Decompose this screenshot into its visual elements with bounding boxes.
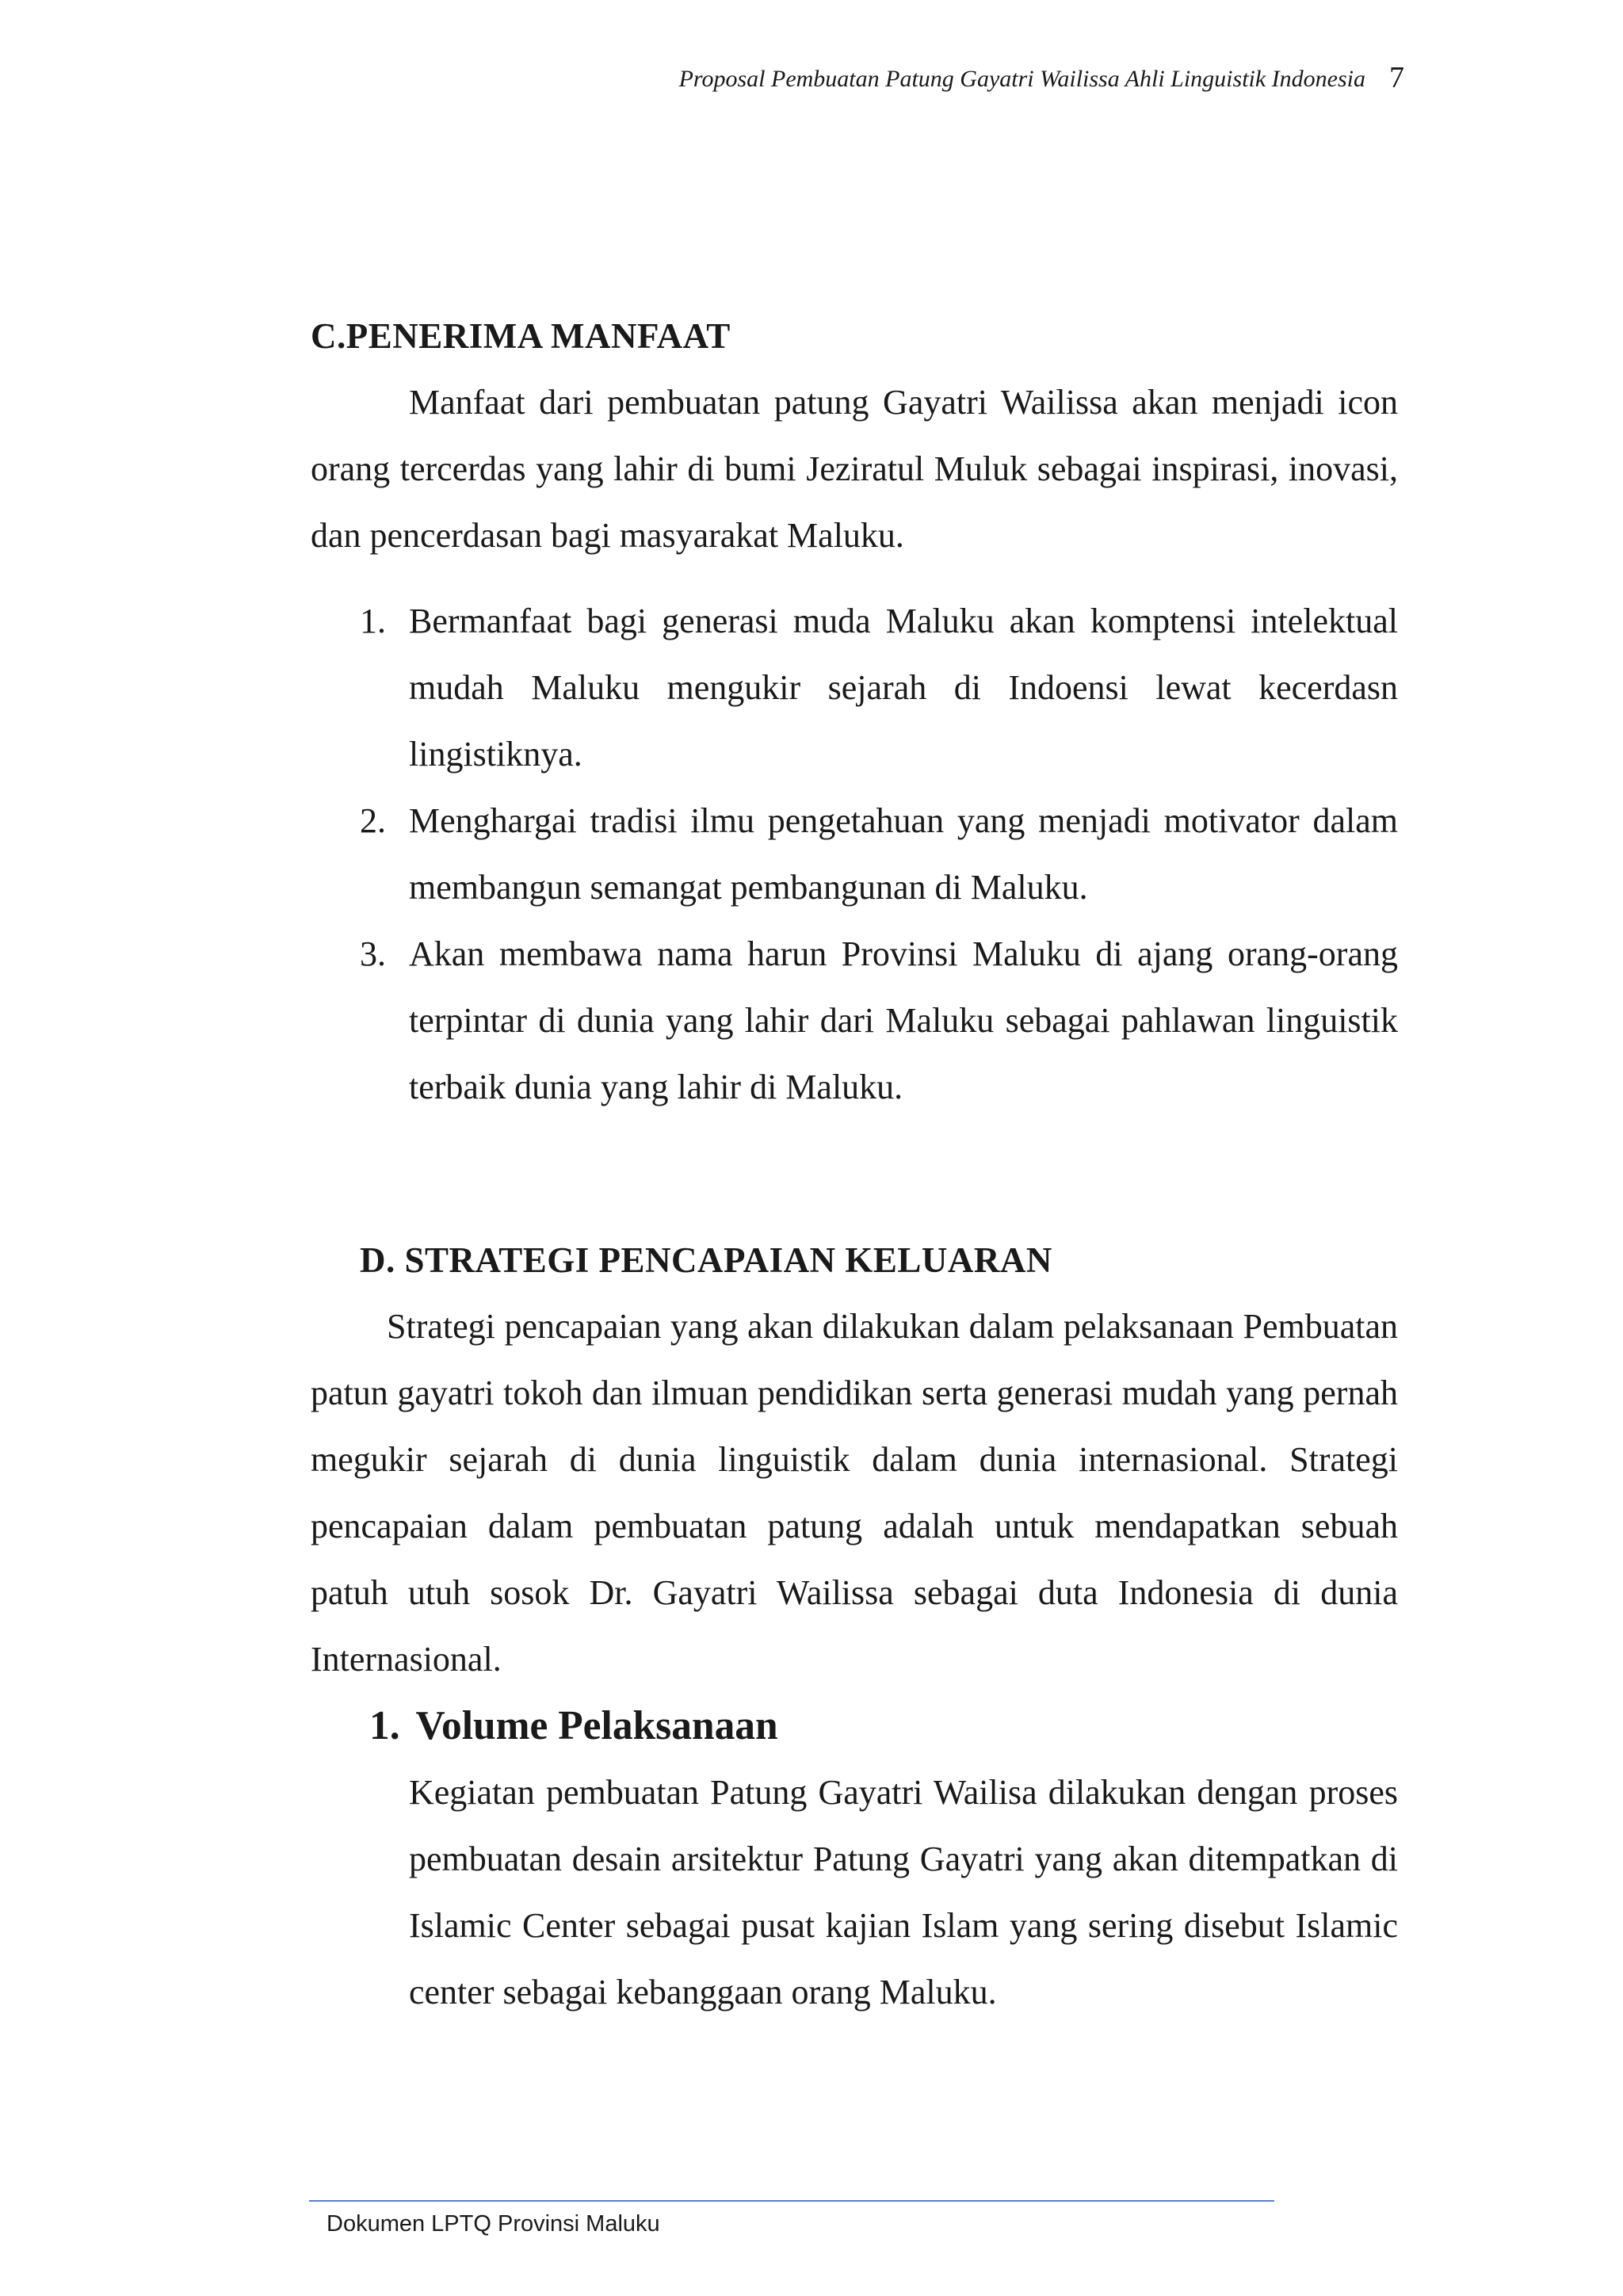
- list-item: [311, 588, 1398, 788]
- list-item-text: Akan membawa nama harun Provinsi Maluku di ajang orang-orang terpintar di dunia yang lahir dari Maluku sebagai pahlawan linguistik terbaik dunia yang lahir di Maluku.: [409, 934, 1398, 1106]
- section-c-intro: Manfaat dari pembuatan patung Gayatri Wailissa akan menjadi icon orang tercerdas yang lahir di bumi Jeziratul Muluk sebagai inspirasi, inovasi, dan pencerdasan bagi masyarakat Maluku.: [311, 383, 1398, 555]
- page-number: 7: [1389, 61, 1404, 94]
- list-item-text: Bermanfaat bagi generasi muda Maluku akan komptensi intelektual mudah Maluku mengukir sejarah di Indoensi lewat kecerdasn lingistiknya.: [409, 602, 1398, 774]
- section-c-heading: C.PENERIMA MANFAAT: [311, 316, 731, 356]
- section-d-heading: D. STRATEGI PENCAPAIAN KELUARAN: [360, 1240, 1052, 1280]
- subsection-number: 1.: [369, 1703, 400, 1748]
- subsection-text: Kegiatan pembuatan Patung Gayatri Wailisa dilakukan dengan proses pembuatan desain arsitektur Patung Gayatri yang akan ditempatkan di Islamic Center sebagai pusat kajian Islam yang sering disebut Islamic center sebagai kebanggaan orang Maluku.: [409, 1773, 1398, 2011]
- benefits-list: [311, 588, 1398, 1121]
- footer-rule: [309, 2200, 1274, 2202]
- list-item-number: 3.: [360, 934, 386, 973]
- list-item: [311, 921, 1398, 1121]
- footer-text: Dokumen LPTQ Provinsi Maluku: [327, 2211, 660, 2237]
- document-body: [311, 303, 1398, 2026]
- section-d-intro: Strategi pencapaian yang akan dilakukan dalam pelaksanaan Pembuatan patun gayatri tokoh dan ilmuan pendidikan serta generasi mudah yang pernah megukir sejarah di dunia linguistik dalam dunia internasional. Strategi pencapaian dalam pembuatan patung adalah untuk mendapatkan sebuah patuh utuh sosok Dr. Gayatri Wailissa sebagai duta Indonesia di dunia Internasional.: [311, 1307, 1398, 1679]
- running-title: Proposal Pembuatan Patung Gayatri Wailissa Ahli Linguistik Indonesia: [678, 66, 1365, 92]
- running-header: [555, 62, 1404, 95]
- list-item-number: 2.: [360, 801, 386, 840]
- list-item-text: Menghargai tradisi ilmu pengetahuan yang menjadi motivator dalam membangun semangat pembangunan di Maluku.: [409, 801, 1398, 907]
- subsection-heading: [311, 1693, 1398, 1759]
- list-item: [311, 788, 1398, 921]
- subsection-title: Volume Pelaksanaan: [415, 1703, 778, 1748]
- list-item-number: 1.: [360, 602, 386, 640]
